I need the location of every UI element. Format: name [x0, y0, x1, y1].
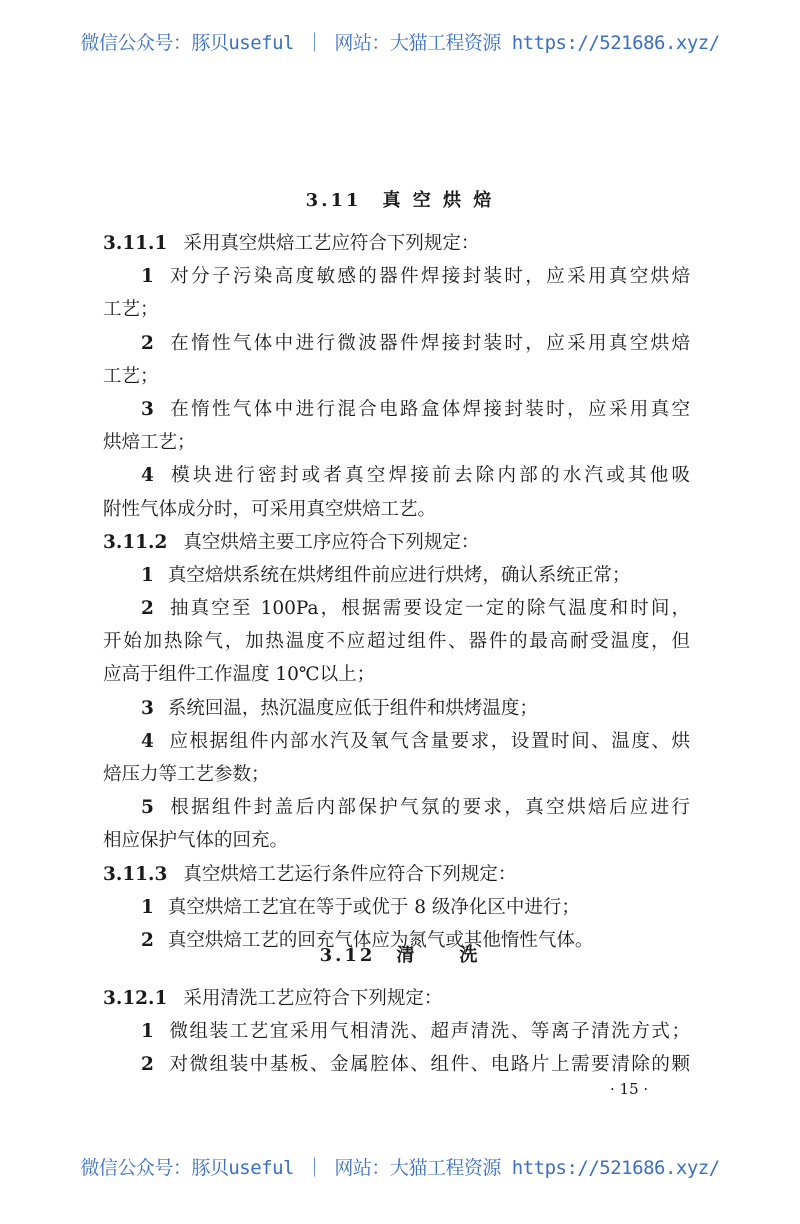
clause-number: 4 [141, 465, 154, 487]
watermark-top: 微信公众号：豚贝useful ｜ 网站：大猫工程资源 https://521686.xyz/ [80, 32, 720, 54]
clause-number: 3.11.1 [103, 233, 168, 254]
line-text: 应高于组件工作温度 10℃以上； [103, 664, 376, 686]
clause-number: 3.12.1 [103, 988, 168, 1009]
list-item [103, 1048, 690, 1081]
clause-number: 2 [141, 332, 154, 354]
line-text: 采用真空烘焙工艺应符合下列规定： [183, 233, 480, 254]
text-line [103, 293, 690, 326]
clause-number: 2 [141, 1054, 154, 1076]
clause-number: 4 [141, 730, 154, 752]
page-number: · 15 · [610, 1080, 649, 1098]
clause-number: 1 [141, 896, 154, 918]
clause-number: 2 [141, 598, 154, 620]
clause-number: 2 [141, 929, 154, 951]
clause-heading [103, 227, 690, 260]
line-text: 焙压力等工艺参数； [103, 764, 270, 785]
watermark-bottom: 微信公众号：豚贝useful ｜ 网站：大猫工程资源 https://521686.xyz/ [80, 1157, 720, 1179]
list-item [103, 1015, 690, 1048]
section-body-3-11 [103, 227, 690, 957]
text-line [103, 824, 690, 857]
section-body-3-12 [103, 982, 690, 1082]
line-text: 真空烘焙工艺宜在等于或优于 8 级净化区中进行； [167, 896, 580, 918]
line-text: 相应保护气体的回充。 [103, 830, 289, 852]
line-text: 对分子污染高度敏感的器件焊接封装时，应采用真空烘焙 [167, 266, 690, 288]
list-item [103, 327, 690, 360]
text-line [103, 426, 690, 459]
list-item [103, 725, 690, 758]
text-line [103, 360, 690, 393]
clause-heading [103, 526, 690, 559]
clause-number: 5 [141, 797, 154, 819]
line-text: 系统回温，热沉温度应低于组件和烘烤温度； [167, 697, 538, 719]
line-text: 真空烘焙主要工序应符合下列规定： [183, 531, 480, 553]
list-item [103, 692, 690, 725]
line-text: 真空焙烘系统在烘烤组件前应进行烘烤，确认系统正常； [167, 564, 631, 586]
line-text: 开始加热除气，加热温度不应超过组件、器件的最高耐受温度，但 [103, 631, 690, 653]
line-text: 烘焙工艺； [103, 432, 196, 454]
line-text: 采用清洗工艺应符合下列规定： [183, 988, 443, 1009]
line-text: 在惰性气体中进行混合电路盒体焊接封装时，应采用真空 [167, 398, 690, 420]
section-title-3-11: 3.11 真 空 烘 焙 [305, 190, 495, 211]
clause-heading [103, 982, 690, 1015]
clause-number: 3 [141, 398, 154, 420]
list-item [103, 592, 690, 625]
clause-number: 1 [141, 266, 154, 288]
line-text: 抽真空至 100Pa，根据需要设定一定的除气温度和时间， [167, 598, 690, 620]
line-text: 工艺； [103, 299, 159, 321]
text-line [103, 493, 690, 526]
clause-number: 3.11.3 [103, 863, 168, 885]
text-line [103, 758, 690, 791]
line-text: 附性气体成分时，可采用真空烘焙工艺。 [103, 498, 437, 520]
line-text: 应根据组件内部水汽及氧气含量要求，设置时间、温度、烘 [167, 730, 690, 752]
clause-number: 1 [141, 1021, 154, 1043]
clause-heading [103, 858, 690, 891]
line-text: 对微组装中基板、金属腔体、组件、电路片上需要清除的颗 [167, 1054, 690, 1076]
line-text: 真空烘焙工艺运行条件应符合下列规定： [183, 863, 517, 885]
list-item [103, 393, 690, 426]
list-item [103, 891, 690, 924]
list-item [103, 260, 690, 293]
clause-number: 3.11.2 [103, 531, 168, 553]
clause-number: 1 [141, 564, 154, 586]
line-text: 微组装工艺宜采用气相清洗、超声清洗、等离子清洗方式； [167, 1021, 690, 1043]
list-item [103, 559, 690, 592]
line-text: 工艺； [103, 365, 159, 387]
clause-number: 3 [141, 697, 154, 719]
line-text: 根据组件封盖后内部保护气氛的要求，真空烘焙后应进行 [167, 797, 690, 819]
text-line [103, 658, 690, 691]
line-text: 模块进行密封或者真空焊接前去除内部的水汽或其他吸 [167, 465, 690, 487]
list-item [103, 791, 690, 824]
text-line [103, 625, 690, 658]
list-item [103, 459, 690, 492]
section-title-3-12: 3.12 清 洗 [319, 945, 481, 966]
line-text: 在惰性气体中进行微波器件焊接封装时，应采用真空烘焙 [167, 332, 690, 354]
line-text: 真空烘焙工艺的回充气体应为氮气或其他惰性气体。 [167, 929, 594, 951]
